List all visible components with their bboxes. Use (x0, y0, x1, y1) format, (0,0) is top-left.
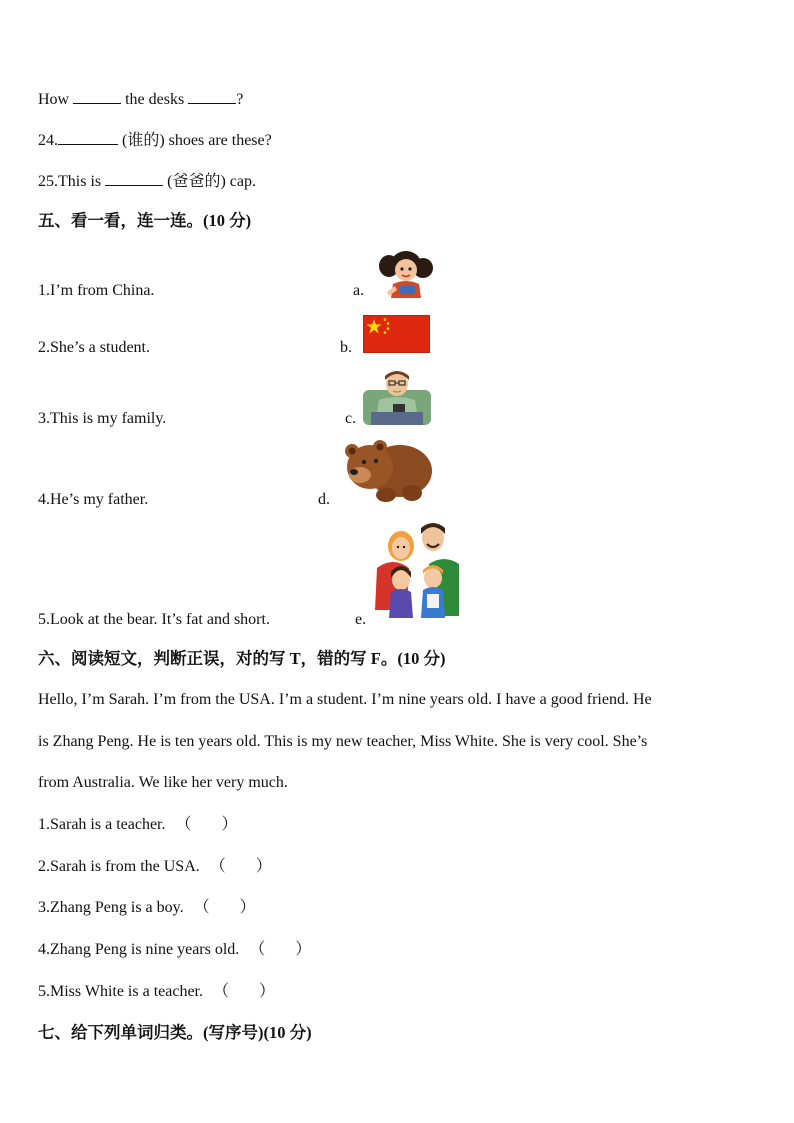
china-flag-picture (363, 315, 430, 353)
passage-line-3: from Australia. We like her very much. (38, 774, 288, 791)
section-7-heading: 七、给下列单词归类。(写序号)(10 分) (38, 1023, 312, 1042)
judge-question-2: 2.Sarah is from the USA. （ ） (38, 858, 272, 875)
family-picture (373, 518, 461, 618)
match-item-3: 3.This is my family. (38, 410, 167, 427)
answer-parentheses[interactable]: （ ） (249, 941, 312, 958)
judge-question-5: 5.Miss White is a teacher. （ ） (38, 983, 275, 1000)
answer-blank[interactable] (73, 88, 121, 104)
answer-parentheses[interactable]: （ ） (209, 858, 272, 875)
match-item-2: 2.She’s a student. (38, 339, 150, 356)
match-item-5: 5.Look at the bear. It’s fat and short. (38, 611, 270, 628)
match-letter-e: e. (355, 611, 367, 628)
judge-question-3: 3.Zhang Peng is a boy. （ ） (38, 899, 256, 916)
section-5-heading: 五、看一看，连一连。(10 分) (38, 211, 252, 230)
judge-question-4: 4.Zhang Peng is nine years old. （ ） (38, 941, 312, 958)
bear-picture (342, 437, 434, 503)
match-item-4: 4.He’s my father. (38, 491, 149, 508)
answer-parentheses[interactable]: （ ） (213, 983, 275, 1000)
father-picture (363, 368, 431, 425)
question-25: 25.This is (爸爸的) cap. (38, 170, 256, 192)
answer-blank[interactable] (188, 88, 236, 104)
section-6-heading: 六、阅读短文，判断正误，对的写 T，错的写 F。(10 分) (38, 649, 446, 668)
girl-picture (375, 248, 437, 298)
passage-line-1: Hello, I’m Sarah. I’m from the USA. I’m a student. I’m nine years old. I have a good friend. He (38, 691, 652, 708)
match-letter-a: a. (353, 282, 365, 299)
question-23: How the desks ? (38, 88, 243, 110)
match-letter-c: c. (345, 410, 357, 427)
question-24: 24. (谁的) shoes are these? (38, 129, 272, 151)
match-letter-b: b. (340, 339, 352, 356)
answer-parentheses[interactable]: （ ） (193, 899, 256, 916)
judge-question-1: 1.Sarah is a teacher. （ ） (38, 816, 238, 833)
answer-blank[interactable] (58, 129, 118, 145)
passage-line-2: is Zhang Peng. He is ten years old. This is my new teacher, Miss White. She is very cool. She’s (38, 733, 648, 750)
match-letter-d: d. (318, 491, 330, 508)
answer-parentheses[interactable]: （ ） (175, 816, 238, 833)
match-item-1: 1.I’m from China. (38, 282, 155, 299)
answer-blank[interactable] (105, 170, 163, 186)
